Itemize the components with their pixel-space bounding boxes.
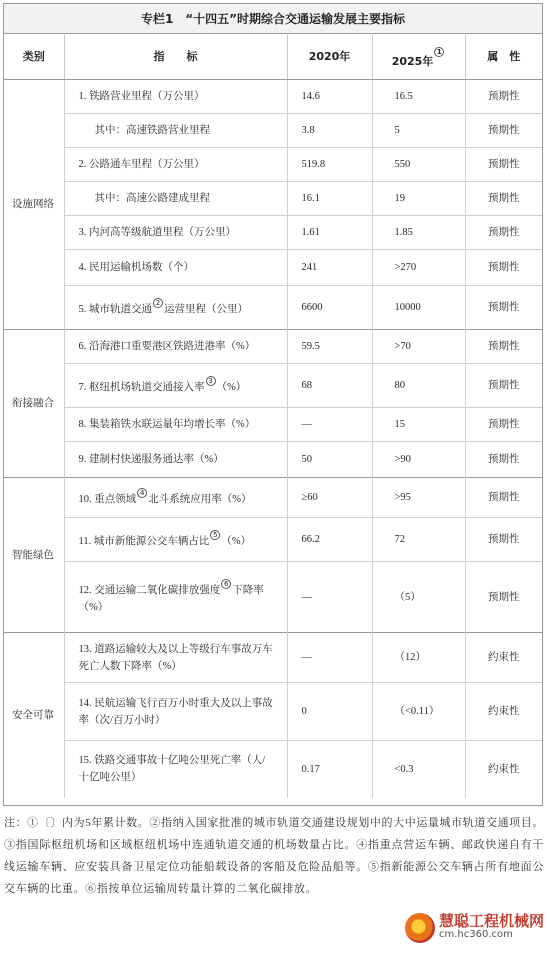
- value-2020: 16.1: [287, 182, 372, 216]
- attribute-cell: 预期性: [465, 408, 542, 442]
- table-row: [4, 80, 542, 114]
- attribute-cell: 约束性: [465, 633, 542, 683]
- value-2025: （5）: [372, 562, 465, 633]
- note-mark-3: 3: [206, 376, 216, 386]
- table-row: [4, 633, 542, 683]
- value-2020: 0.17: [287, 741, 372, 798]
- table-row: [4, 250, 542, 286]
- value-2020: 50: [287, 442, 372, 478]
- value-2020: 68: [287, 364, 372, 408]
- value-2025: 72: [372, 518, 465, 562]
- indicator-cell: 1. 铁路营业里程（万公里）: [64, 80, 287, 114]
- table-notes: 注：①〔〕内为5年累计数。②指纳入国家批准的城市轨道交通建设规划中的大中运量城市轨道交通项目。③指国际枢纽机场和区域枢纽机场中连通轨道交通的机场数量占比。④指重点营运车辆、邮政快递自有干线运输车辆、应安装具备卫星定位功能船载设备的客船及危险品船等。⑤指新能源公交车辆占所有地面公交车辆的比重。⑥指按单位运输周转量计算的二氧化碳排放。: [4, 817, 544, 895]
- attribute-cell: 预期性: [465, 364, 542, 408]
- value-2025: >95: [372, 478, 465, 518]
- table-row: [4, 148, 542, 182]
- header-2025: 2025年$^1$: [372, 33, 465, 80]
- attribute-cell: 约束性: [465, 683, 542, 741]
- table-row: [4, 114, 542, 148]
- attribute-cell: 预期性: [465, 286, 542, 330]
- value-2025: （12）: [372, 633, 465, 683]
- value-2025: 1.85: [372, 216, 465, 250]
- value-2020: 0: [287, 683, 372, 741]
- indicator-cell: 14. 民航运输飞行百万小时重大及以上事故 率（次/百万小时）: [64, 683, 287, 741]
- value-2020: 6600: [287, 286, 372, 330]
- attribute-cell: 预期性: [465, 442, 542, 478]
- attribute-cell: 预期性: [465, 330, 542, 364]
- attribute-cell: 预期性: [465, 478, 542, 518]
- table-row: [4, 442, 542, 478]
- attribute-cell: 预期性: [465, 182, 542, 216]
- header-category: 类别: [4, 33, 64, 80]
- attribute-cell: 预期性: [465, 114, 542, 148]
- value-2020: 59.5: [287, 330, 372, 364]
- watermark-url: cm.hc360.com: [438, 929, 513, 940]
- indicator-cell: 9. 建制村快递服务通达率（%）: [64, 442, 287, 478]
- header-attribute: 属 性: [465, 33, 542, 80]
- indicator-cell: 11. 城市新能源公交车辆占比$^5$（%）: [64, 518, 287, 562]
- value-2025: 550: [372, 148, 465, 182]
- value-2025: >270: [372, 250, 465, 286]
- attribute-cell: 预期性: [465, 216, 542, 250]
- indicator-table: [4, 33, 542, 798]
- value-2020: —: [287, 633, 372, 683]
- attribute-cell: 预期性: [465, 250, 542, 286]
- value-2025: 16.5: [372, 80, 465, 114]
- value-2020: —: [287, 562, 372, 633]
- indicator-cell: 15. 铁路交通事故十亿吨公里死亡率（人/ 十亿吨公里）: [64, 741, 287, 798]
- indicator-cell: 4. 民用运输机场数（个）: [64, 250, 287, 286]
- value-2020: ≥60: [287, 478, 372, 518]
- value-2025: 15: [372, 408, 465, 442]
- value-2020: —: [287, 408, 372, 442]
- attribute-cell: 预期性: [465, 80, 542, 114]
- value-2025: 19: [372, 182, 465, 216]
- value-2025: （<0.11）: [372, 683, 465, 741]
- attribute-cell: 预期性: [465, 148, 542, 182]
- attribute-cell: 约束性: [465, 741, 542, 798]
- value-2025: 10000: [372, 286, 465, 330]
- table-row: [4, 286, 542, 330]
- table-row: [4, 364, 542, 408]
- table-row: [4, 216, 542, 250]
- category-cell: 安全可靠: [4, 633, 64, 798]
- category-cell: 设施网络: [4, 80, 64, 330]
- table-row: [4, 478, 542, 518]
- indicator-cell: 其中：高速铁路营业里程: [64, 114, 287, 148]
- indicator-cell: 8. 集装箱铁水联运量年均增长率（%）: [64, 408, 287, 442]
- header-indicator: 指 标: [64, 33, 287, 80]
- indicator-cell: 3. 内河高等级航道里程（万公里）: [64, 216, 287, 250]
- value-2025: 5: [372, 114, 465, 148]
- category-cell: 衔接融合: [4, 330, 64, 478]
- table-row: [4, 408, 542, 442]
- table-row: [4, 683, 542, 741]
- value-2020: 1.61: [287, 216, 372, 250]
- category-cell: 智能绿色: [4, 478, 64, 633]
- value-2020: 66.2: [287, 518, 372, 562]
- indicator-cell: 13. 道路运输较大及以上等级行车事故万车 死亡人数下降率（%）: [64, 633, 287, 683]
- table-caption: 专栏1 “十四五”时期综合交通运输发展主要指标: [4, 4, 542, 34]
- note-mark-1: 1: [434, 47, 444, 57]
- note-mark-6: 6: [221, 579, 231, 589]
- indicator-cell: 6. 沿海港口重要港区铁路进港率（%）: [64, 330, 287, 364]
- value-2025: <0.3: [372, 741, 465, 798]
- value-2025: 80: [372, 364, 465, 408]
- value-2020: 241: [287, 250, 372, 286]
- watermark: [405, 913, 544, 943]
- indicator-cell: 7. 枢纽机场轨道交通接入率$^3$（%）: [64, 364, 287, 408]
- value-2020: 14.6: [287, 80, 372, 114]
- watermark-logo-icon: [405, 913, 435, 943]
- note-mark-4: 4: [137, 488, 147, 498]
- indicator-cell: 10. 重点领域$^4$北斗系统应用率（%）: [64, 478, 287, 518]
- indicator-cell: 其中：高速公路建成里程: [64, 182, 287, 216]
- table-row: [4, 330, 542, 364]
- indicator-table-frame: [3, 3, 543, 806]
- table-row: [4, 562, 542, 633]
- value-2020: 519.8: [287, 148, 372, 182]
- note-mark-2: 2: [153, 298, 163, 308]
- attribute-cell: 预期性: [465, 562, 542, 633]
- table-row: [4, 518, 542, 562]
- indicator-cell: 5. 城市轨道交通$^2$运营里程（公里）: [64, 286, 287, 330]
- value-2025: >70: [372, 330, 465, 364]
- header-2020: 2020年: [287, 33, 372, 80]
- value-2025: >90: [372, 442, 465, 478]
- note-mark-5: 5: [210, 530, 220, 540]
- indicator-cell: 12. 交通运输二氧化碳排放强度$^6$下降率 （%）: [64, 562, 287, 633]
- table-header-row: [4, 33, 542, 80]
- watermark-title: 慧聪工程机械网: [438, 912, 544, 930]
- indicator-cell: 2. 公路通车里程（万公里）: [64, 148, 287, 182]
- attribute-cell: 预期性: [465, 518, 542, 562]
- value-2020: 3.8: [287, 114, 372, 148]
- table-row: [4, 741, 542, 798]
- table-row: [4, 182, 542, 216]
